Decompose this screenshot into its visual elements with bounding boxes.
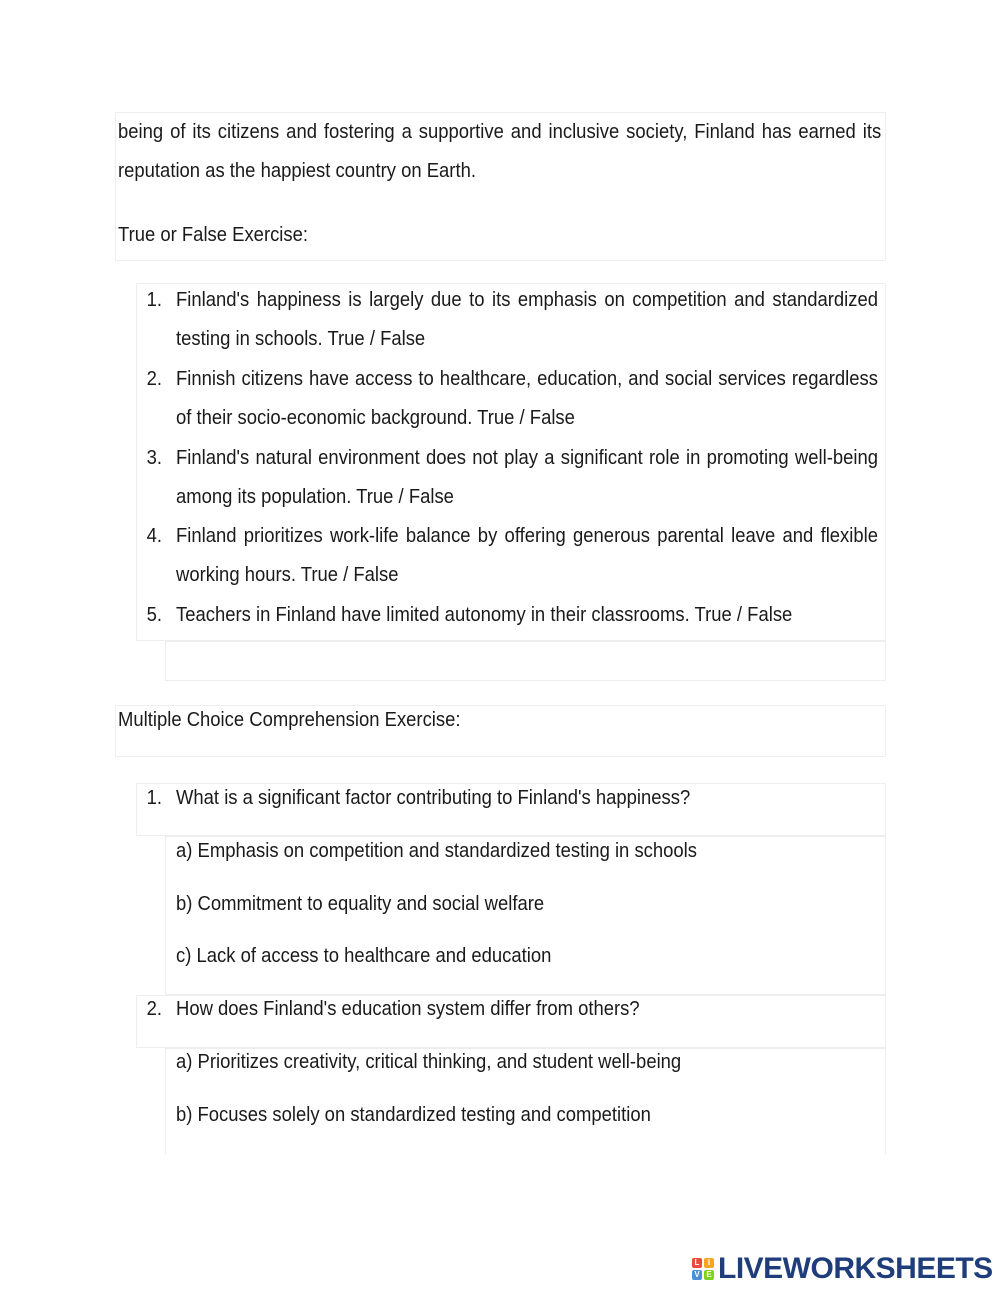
mc-option: b) Commitment to equality and social welfare: [176, 892, 545, 915]
tf-item-line: Teachers in Finland have limited autonomy in their classrooms. True / False: [176, 603, 793, 626]
liveworksheets-logo: [692, 1253, 993, 1285]
mc-option: c) Lack of access to healthcare and education: [176, 944, 552, 967]
intro-line-2: reputation as the happiest country on Earth.: [118, 159, 476, 182]
mc-option: a) Prioritizes creativity, critical thinking, and student well-being: [176, 1050, 682, 1073]
intro-line-1: being of its citizens and fostering a supportive and inclusive society, Finland has earned its: [118, 120, 882, 143]
true-false-heading: True or False Exercise:: [118, 223, 309, 246]
logo-tile-v: V: [692, 1270, 702, 1280]
tf-item-line: testing in schools. True / False: [176, 327, 426, 350]
tf-item-line: Finnish citizens have access to healthcare, education, and social services regardless: [176, 367, 878, 390]
tf-item-number: 1.: [146, 288, 162, 311]
mc-option: a) Emphasis on competition and standardized testing in schools: [176, 839, 698, 862]
mc-question-text: What is a significant factor contributing to Finland's happiness?: [176, 786, 691, 809]
mc-question-number: 1.: [146, 786, 162, 809]
logo-tile-l: L: [692, 1258, 702, 1268]
tf-item-number: 3.: [146, 446, 162, 469]
tf-item-line: among its population. True / False: [176, 485, 454, 508]
mc-option: b) Focuses solely on standardized testing and competition: [176, 1103, 651, 1126]
logo-tile-e: E: [704, 1270, 714, 1280]
empty-answer-box: [165, 641, 886, 681]
tf-item-line: working hours. True / False: [176, 563, 399, 586]
mc-question-text: How does Finland's education system differ from others?: [176, 997, 640, 1020]
tf-item-line: Finland's happiness is largely due to its emphasis on competition and standardized: [176, 288, 878, 311]
tf-item-line: Finland's natural environment does not play a significant role in promoting well-being: [176, 446, 878, 469]
tf-item-number: 4.: [146, 524, 162, 547]
mc-question-number: 2.: [146, 997, 162, 1020]
liveworksheets-logo-icon: [692, 1258, 714, 1280]
tf-item-line: Finland prioritizes work-life balance by offering generous parental leave and flexible: [176, 524, 878, 547]
tf-item-number: 5.: [146, 603, 162, 626]
tf-item-line: of their socio-economic background. True / False: [176, 406, 575, 429]
tf-item-number: 2.: [146, 367, 162, 390]
logo-text: LIVEWORKSHEETS: [718, 1252, 993, 1285]
mc-heading: Multiple Choice Comprehension Exercise:: [118, 708, 461, 731]
logo-tile-i: I: [704, 1258, 714, 1268]
